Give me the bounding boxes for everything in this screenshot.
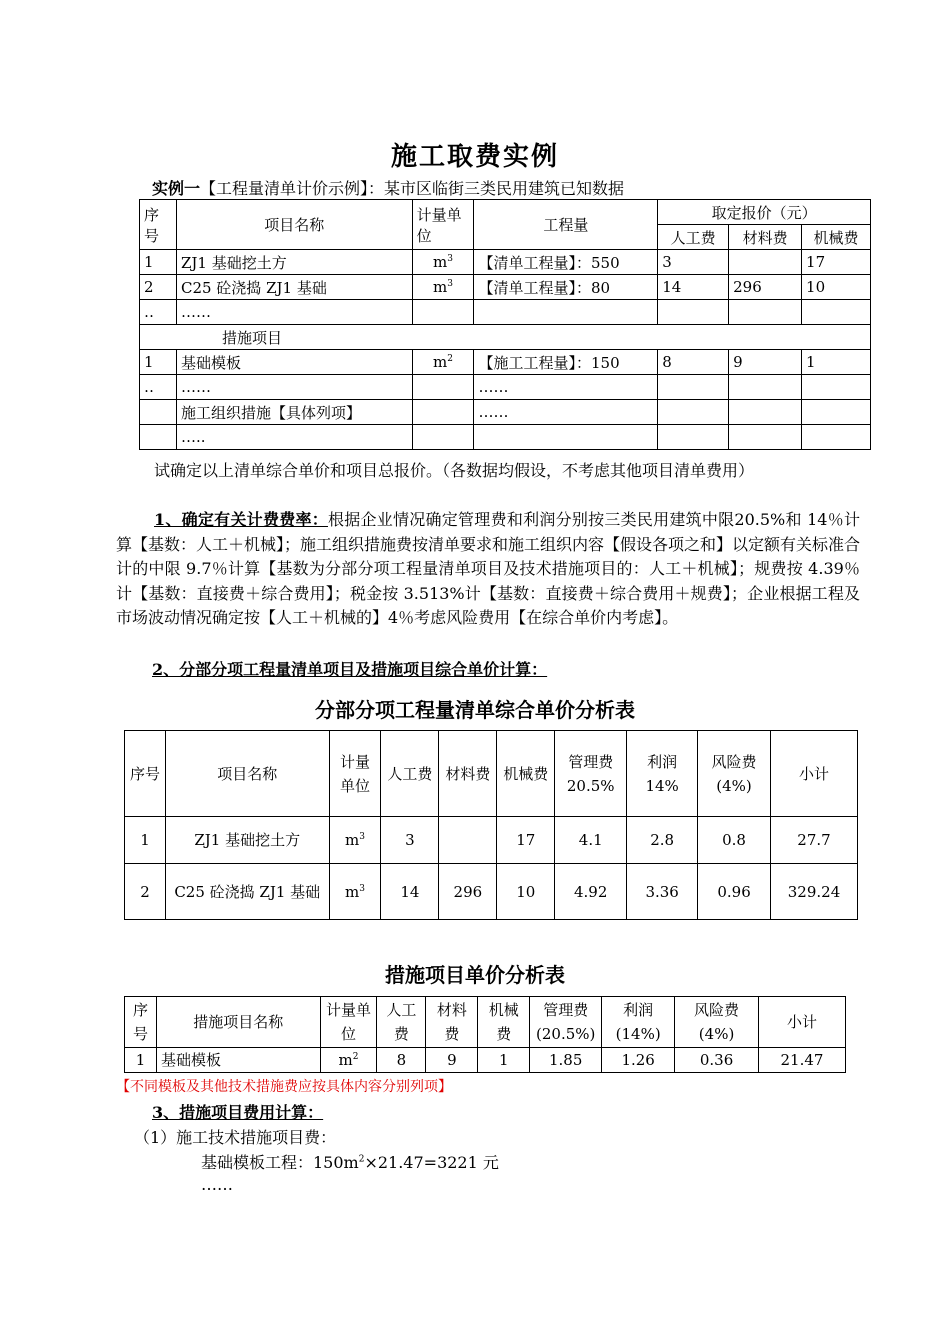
cell-machine: 1 [478,1048,530,1073]
header-material: 材料费 [729,225,802,250]
cell-material [729,250,802,275]
step3-ellipsis: …… [201,1175,233,1194]
unit-sup: 3 [359,883,365,894]
unit-sup: 2 [352,1052,359,1062]
header-unit: 计量单位 [329,731,381,817]
cell-seq: 2 [125,864,166,920]
header-machine: 机械费 [802,225,871,250]
step3-sub1: （1）施工技术措施项目费： [134,1128,337,1147]
cell-material [729,375,802,400]
example-heading-label: 实例一 [152,179,201,198]
cell-unit [320,1048,377,1073]
cell-seq: 1 [125,817,166,864]
measure-table-title: 措施项目单价分析表 [385,963,565,987]
cell-labor [658,400,729,425]
calc-prefix: 基础模板工程：150m [201,1153,359,1172]
cell-labor: 3 [381,817,439,864]
header-unit: 计量单位 [320,997,377,1048]
measure-price-table [124,996,846,1073]
header-material: 材料费 [426,997,478,1048]
header-total: 小计 [771,731,858,817]
known-data-table [139,199,871,450]
cell-machine [802,300,871,325]
table-row [140,275,871,300]
cell-name: 施工组织措施【具体列项】 [176,400,412,425]
cell-unit [412,425,474,450]
cell-unit [412,300,474,325]
cell-labor: 8 [377,1048,426,1073]
cell-name: 基础模板 [156,1048,320,1073]
cell-mgmt: 4.92 [555,864,627,920]
cell-seq: 2 [140,275,177,300]
cell-machine [802,375,871,400]
header-labor: 人工费 [658,225,729,250]
header-labor: 人工费 [381,731,439,817]
calc-sup: 2 [358,1154,365,1165]
step3-heading: 3、措施项目费用计算： [152,1103,324,1122]
cell-qty [474,425,658,450]
cell-mgmt: 4.1 [555,817,627,864]
red-note: 【不同模板及其他技术措施费应按具体内容分别列项】 [116,1079,452,1095]
step1-heading: 1、确定有关计费费率： [154,510,328,529]
table-row [125,864,858,920]
header-mgmt: 管理费20.5% [555,731,627,817]
cell-name: …… [176,375,412,400]
page-title: 施工取费实例 [390,142,559,172]
cell-machine: 1 [802,350,871,375]
cell-machine: 17 [497,817,555,864]
table-row [140,350,871,375]
cell-total: 21.47 [759,1048,846,1073]
cell-seq: 1 [140,350,177,375]
header-profit: 利润(14%) [602,997,675,1048]
header-seq: 序号 [125,731,166,817]
cell-material: 296 [729,275,802,300]
cell-total: 329.24 [771,864,858,920]
header-name: 措施项目名称 [156,997,320,1048]
cell-machine: 10 [802,275,871,300]
cell-seq [140,425,177,450]
cell-name: …… [176,300,412,325]
cell-qty: 【清单工程量】：80 [474,275,658,300]
cell-total: 27.7 [771,817,858,864]
analysis-table-title: 分部分项工程量清单综合单价分析表 [315,698,635,722]
cell-machine: 17 [802,250,871,275]
header-total: 小计 [759,997,846,1048]
table-row [140,250,871,275]
header-qty: 工程量 [474,200,658,250]
header-profit: 利润14% [627,731,698,817]
header-machine: 机械费 [497,731,555,817]
cell-material: 9 [426,1048,478,1073]
cell-risk: 0.36 [675,1048,759,1073]
header-price-group: 取定报价（元） [658,200,871,225]
comprehensive-price-table [124,730,858,920]
cell-seq: 1 [140,250,177,275]
cell-material: 296 [439,864,497,920]
cell-material [729,300,802,325]
cell-mgmt: 1.85 [530,1048,602,1073]
table-row [140,400,871,425]
cell-labor [658,300,729,325]
cell-name: C25 砼浇捣 ZJ1 基础 [165,864,329,920]
cell-seq [140,400,177,425]
header-seq-text: 序号 [144,205,160,245]
step1-text: 根据企业情况确定管理费和利润分别按三类民用建筑中限20.5%和 14％计算【基数：人工＋机械】；施工组织措施费按清单要求和施工组织内容【假设各项之和】以定额有关标准合计的中限 9.7％计算【基数为分部分项工程量清单项目及技术措施项目的：人工＋机械】；规费按 4.39％计【基数：直接费＋综合费用】；税金按 3.513%计【基数：直接费＋综合费用＋规费】；企业根据工程及市场波动情况确定按【人工＋机械的】4％考虑风险费用【在综合单价内考虑】。 [116,510,861,627]
header-mgmt: 管理费(20.5%) [530,997,602,1048]
cell-unit [412,350,474,375]
unit-text: m [433,253,448,271]
table-row [140,300,871,325]
unit-sup: 3 [359,832,365,842]
header-machine: 机械费 [478,997,530,1048]
cell-machine [802,425,871,450]
cell-risk: 0.96 [698,864,771,920]
step3-calc [201,1151,499,1175]
cell-name: C25 砼浇捣 ZJ1 基础 [176,275,412,300]
unit-text: m [345,831,360,849]
unit-text: m [433,278,448,296]
table-row [125,1048,846,1073]
cell-labor: 8 [658,350,729,375]
cell-qty: …… [474,400,658,425]
cell-qty [474,300,658,325]
header-unit: 计量单位 [412,200,474,250]
table-row [140,425,871,450]
cell-machine [802,400,871,425]
header-risk: 风险费(4%) [675,997,759,1048]
unit-sup: 2 [447,354,453,364]
header-seq: 序号 [125,997,157,1048]
cell-unit [329,817,381,864]
header-seq [140,200,177,250]
cell-profit: 3.36 [627,864,698,920]
unit-sup: 3 [447,254,453,264]
cell-name: 基础模板 [176,350,412,375]
table-row [140,375,871,400]
header-risk: 风险费(4%) [698,731,771,817]
cell-labor [658,375,729,400]
unit-sup: 3 [447,279,453,289]
cell-labor: 14 [658,275,729,300]
example-heading-text: 【工程量清单计价示例】：某市区临街三类民用建筑已知数据 [200,179,625,198]
cell-material: 9 [729,350,802,375]
unit-text: m [338,1051,353,1069]
cell-unit [412,250,474,275]
table-row [125,817,858,864]
cell-seq: 1 [125,1048,157,1073]
cell-material [729,425,802,450]
cell-qty: …… [474,375,658,400]
calc-suffix: ×21.47=3221 元 [364,1153,499,1172]
cell-risk: 0.8 [698,817,771,864]
cell-labor: 14 [381,864,439,920]
cell-profit: 2.8 [627,817,698,864]
step1-paragraph [116,508,860,631]
cell-qty: 【清单工程量】：550 [474,250,658,275]
question-paragraph: 试确定以上清单综合单价和项目总报价。（各数据均假设，不考虑其他项目清单费用） [154,461,755,480]
cell-labor [658,425,729,450]
unit-text: m [345,882,360,901]
cell-name: ZJ1 基础挖土方 [165,817,329,864]
section-label: 措施项目 [140,325,871,350]
cell-labor: 3 [658,250,729,275]
cell-material [729,400,802,425]
cell-name: ZJ1 基础挖土方 [176,250,412,275]
unit-text: m [433,353,448,371]
cell-unit [412,400,474,425]
section-row [140,325,871,350]
step2-heading: 2、分部分项工程量清单项目及措施项目综合单价计算： [152,660,548,679]
cell-profit: 1.26 [602,1048,675,1073]
cell-material [439,817,497,864]
cell-unit [412,375,474,400]
cell-unit [329,864,381,920]
cell-machine: 10 [497,864,555,920]
header-labor: 人工费 [377,997,426,1048]
cell-seq: ‥ [140,300,177,325]
cell-name: ….. [176,425,412,450]
header-name: 项目名称 [165,731,329,817]
cell-unit [412,275,474,300]
example-heading [152,177,624,201]
header-material: 材料费 [439,731,497,817]
header-name: 项目名称 [176,200,412,250]
cell-qty: 【施工工程量】：150 [474,350,658,375]
cell-seq: ‥ [140,375,177,400]
